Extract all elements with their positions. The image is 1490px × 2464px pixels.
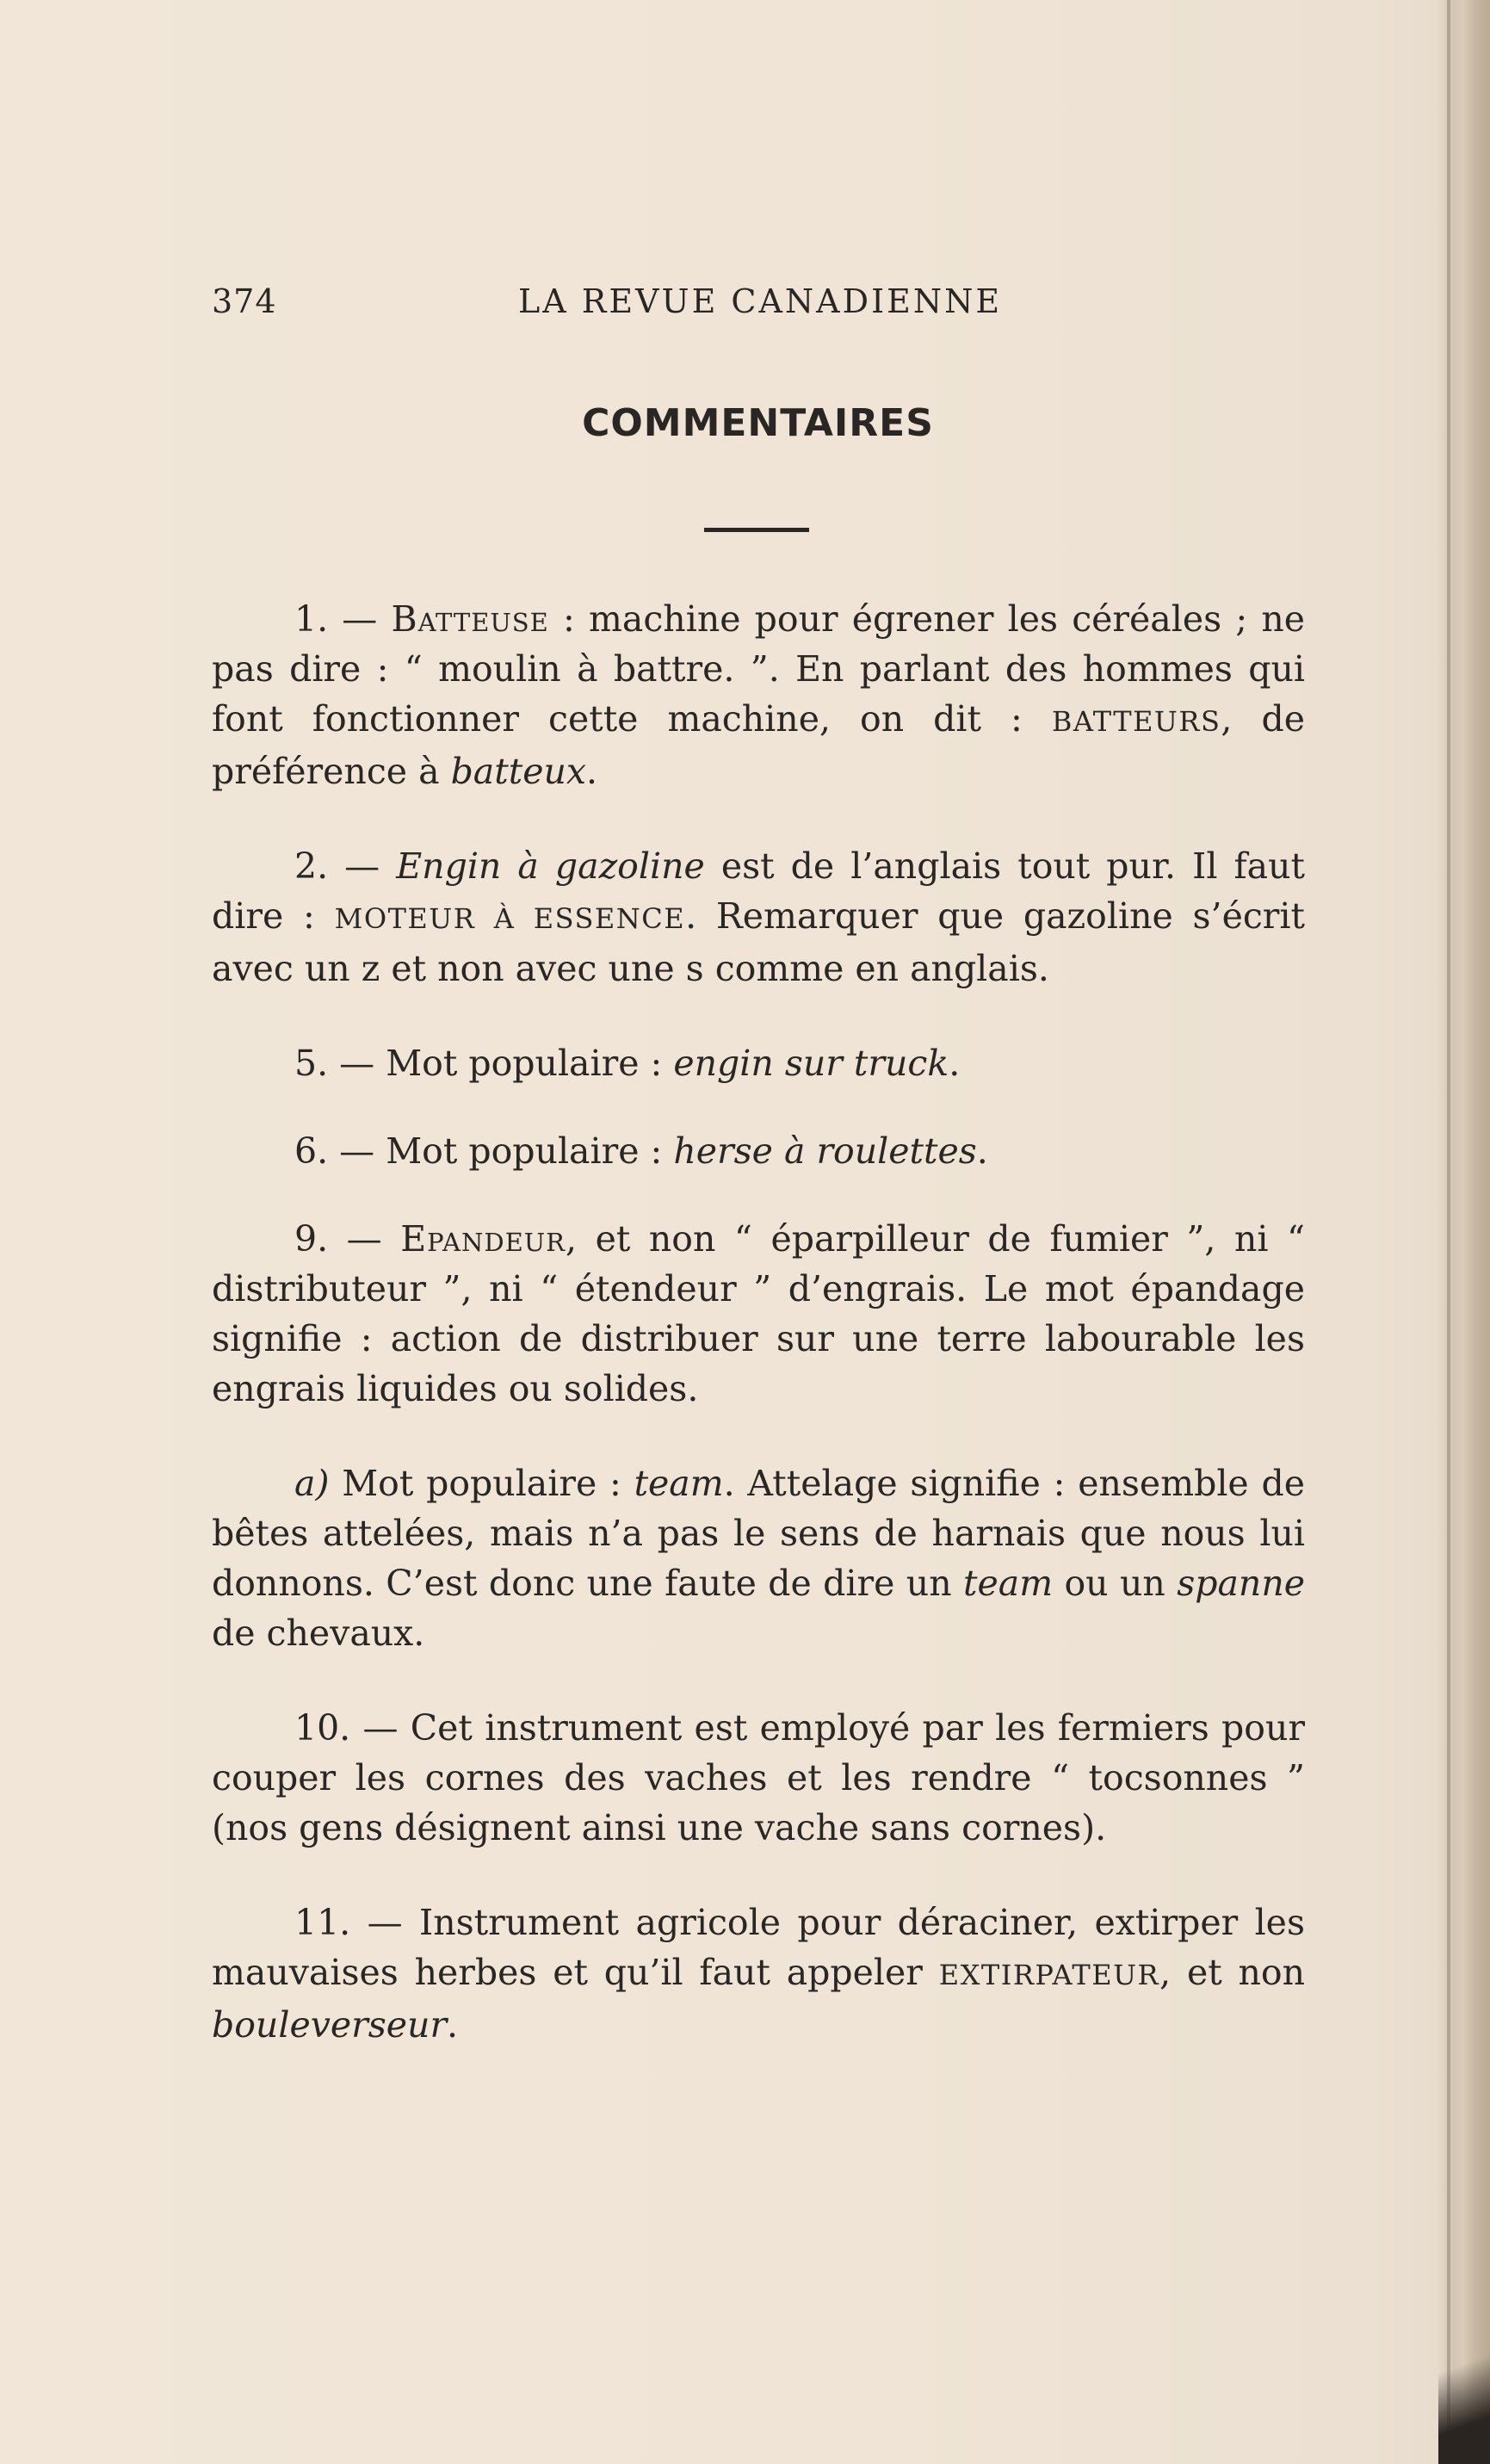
entry-term-italic: Engin à gazoline — [396, 845, 705, 887]
page-gutter-shadow — [1437, 0, 1490, 2464]
entry-term-italic: batteux — [450, 751, 586, 792]
entry-text: est de l’anglais tout pur. Il faut dire : — [212, 845, 1306, 937]
entry-text: Instrument agricole pour déraciner, extirper les mauvaises herbes et qu’il faut appeler — [212, 1902, 1305, 1993]
entry-term: Epandeur — [400, 1218, 566, 1260]
page-edge-line — [1447, 0, 1450, 2464]
entry-11 — [212, 1898, 1305, 2050]
running-title: LA REVUE CANADIENNE — [518, 282, 1003, 320]
entry-9a — [212, 1458, 1305, 1658]
entry-number: 2. — — [294, 845, 397, 887]
entry-text: Cet instrument est employé par les fermiers pour couper les cornes des vaches et les rendre “ tocsonnes ” (nos gens désignent ainsi une vache sans cornes). — [212, 1707, 1305, 1848]
entry-1 — [212, 594, 1305, 796]
entry-text: , et non “ éparpilleur de fumier ”, ni “ distributeur ”, ni “ étendeur ” d’engrais. Le mot épandage signifie : action de distribuer sur une terre labourable les engrais liquides ou solides. — [212, 1218, 1305, 1409]
entry-number: 6. — — [294, 1130, 386, 1172]
entry-text: Mot populaire : — [386, 1043, 674, 1084]
entry-text: : machine pour égrener les céréales ; ne pas dire : “ moulin à battre. ”. En parlant des hommes qui font fonctionner cette machine, on dit : — [212, 598, 1305, 740]
entry-text: Mot populaire : — [342, 1463, 634, 1504]
entry-term-italic: bouleverseur — [212, 2004, 448, 2046]
entry-text: , et non — [1159, 1952, 1305, 1993]
entry-2 — [212, 841, 1305, 994]
entry-number: 11. — — [294, 1902, 419, 1943]
entry-term-italic: team — [963, 1563, 1054, 1604]
title-rule — [704, 528, 809, 532]
entry-text: . — [586, 751, 598, 792]
entry-10 — [212, 1703, 1305, 1853]
entry-term: BATTEURS — [1051, 705, 1221, 738]
entry-text: . — [949, 1043, 961, 1084]
commentary-body — [212, 594, 1305, 2095]
entry-6 — [212, 1126, 1305, 1176]
entry-text: . — [976, 1130, 988, 1172]
section-title: COMMENTAIRES — [582, 401, 934, 445]
entry-text: , de préférence à — [212, 698, 1305, 792]
page-corner-shadow — [1438, 2326, 1490, 2464]
running-header — [212, 282, 1305, 334]
entry-5 — [212, 1038, 1305, 1088]
entry-9 — [212, 1214, 1305, 1414]
entry-term-italic: engin sur truck — [673, 1043, 949, 1084]
entry-number: a) — [294, 1463, 343, 1504]
entry-number: 9. — — [294, 1218, 401, 1260]
entry-term: EXTIRPATEUR — [938, 1959, 1160, 1991]
entry-text: . Attelage signifie : ensemble de bêtes attelées, mais n’a pas le sens de harnais que nous lui donnons. C’est donc une faute de dire un — [212, 1463, 1305, 1604]
entry-term: MOTEUR À ESSENCE — [334, 902, 686, 935]
entry-number: 5. — — [294, 1043, 386, 1084]
entry-term-italic: team — [634, 1463, 724, 1504]
entry-number: 10. — — [294, 1707, 411, 1749]
entry-text: Mot populaire : — [386, 1130, 674, 1172]
entry-text: ou un — [1053, 1563, 1178, 1604]
entry-term-italic: spanne — [1177, 1563, 1306, 1604]
entry-number: 1. — — [294, 598, 392, 640]
page-number: 374 — [212, 282, 277, 320]
entry-term-italic: herse à roulettes — [673, 1130, 977, 1172]
entry-text: . Remarquer que gazoline s’écrit avec un z et non avec une s comme en anglais. — [212, 895, 1305, 989]
entry-text: de chevaux. — [212, 1613, 425, 1654]
entry-term: Batteuse — [391, 598, 549, 640]
entry-text: . — [447, 2004, 459, 2046]
